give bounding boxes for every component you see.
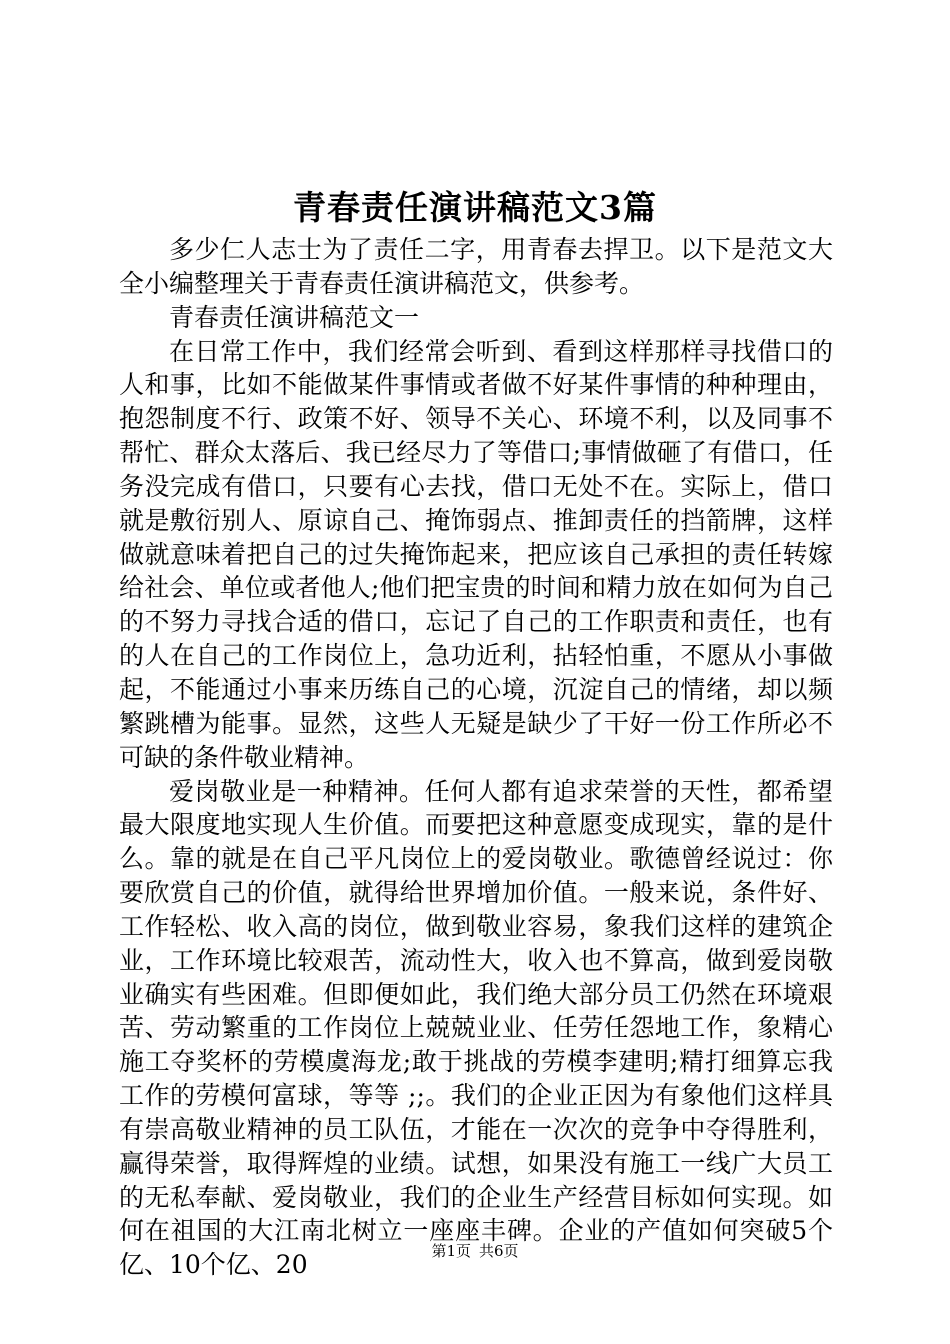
page-footer [0,1241,950,1261]
intro-paragraph: 多少仁人志士为了责任二字，用青春去捍卫。以下是范文大全小编整理关于青春责任演讲稿范文，供参考。 [119,235,833,298]
body-paragraph: 爱岗敬业是一种精神。任何人都有追求荣誉的天性，都希望最大限度地实现人生价值。而要把这种意愿变成现实，靠的是什么。靠的就是在自己平凡岗位上的爱岗敬业。歌德曾经说过：你要欣赏自己的价值，就得给世界增加价值。一般来说，条件好、工作轻松、收入高的岗位，做到敬业容易，象我们这样的建筑企业，工作环境比较艰苦，流动性大，收入也不算高，做到爱岗敬业确实有些困难。但即便如此，我们绝大部分员工仍然在环境艰苦、劳动繁重的工作岗位上兢兢业业、任劳任怨地工作，象精心施工夺奖杯的劳模虞海龙;敢于挑战的劳模李建明;精打细算忘我工作的劳模何富球，等等 ;;。我们的企业正因为有象他们这样具有崇高敬业精神的员工队伍，才能在一次次的竞争中夺得胜利，赢得荣誉，取得辉煌的业绩。试想，如果没有施工一线广大员工的无私奉献、爱岗敬业，我们的企业生产经营目标如何实现。如何在祖国的大江南北树立一座座丰碑。企业的产值如何突破5个亿、10个亿、20 [119,776,833,1280]
body-paragraph: 在日常工作中，我们经常会听到、看到这样那样寻找借口的人和事，比如不能做某件事情或者做不好某件事情的种种理由，抱怨制度不行、政策不好、领导不关心、环境不利，以及同事不帮忙、群众太落后、我已经尽力了等借口;事情做砸了有借口，任务没完成有借口，只要有心去找，借口无处不在。实际上，借口就是敷衍别人、原谅自己、掩饰弱点、推卸责任的挡箭牌，这样做就意味着把自己的过失掩饰起来，把应该自己承担的责任转嫁给社会、单位或者他人;他们把宝贵的时间和精力放在如何为自己的不努力寻找合适的借口，忘记了自己的工作职责和责任，也有的人在自己的工作岗位上，急功近利，拈轻怕重，不愿从小事做起，不能通过小事来历练自己的心境，沉淀自己的情绪，却以频繁跳槽为能事。显然，这些人无疑是缺少了干好一份工作所必不可缺的条件敬业精神。 [119,336,833,772]
document-body [119,233,833,1282]
page-number: 第1页 [431,1242,471,1260]
page-total: 共6页 [479,1242,519,1260]
document-title: 青春责任演讲稿范文3篇 [293,188,657,227]
section-heading: 青春责任演讲稿范文一 [169,302,420,332]
